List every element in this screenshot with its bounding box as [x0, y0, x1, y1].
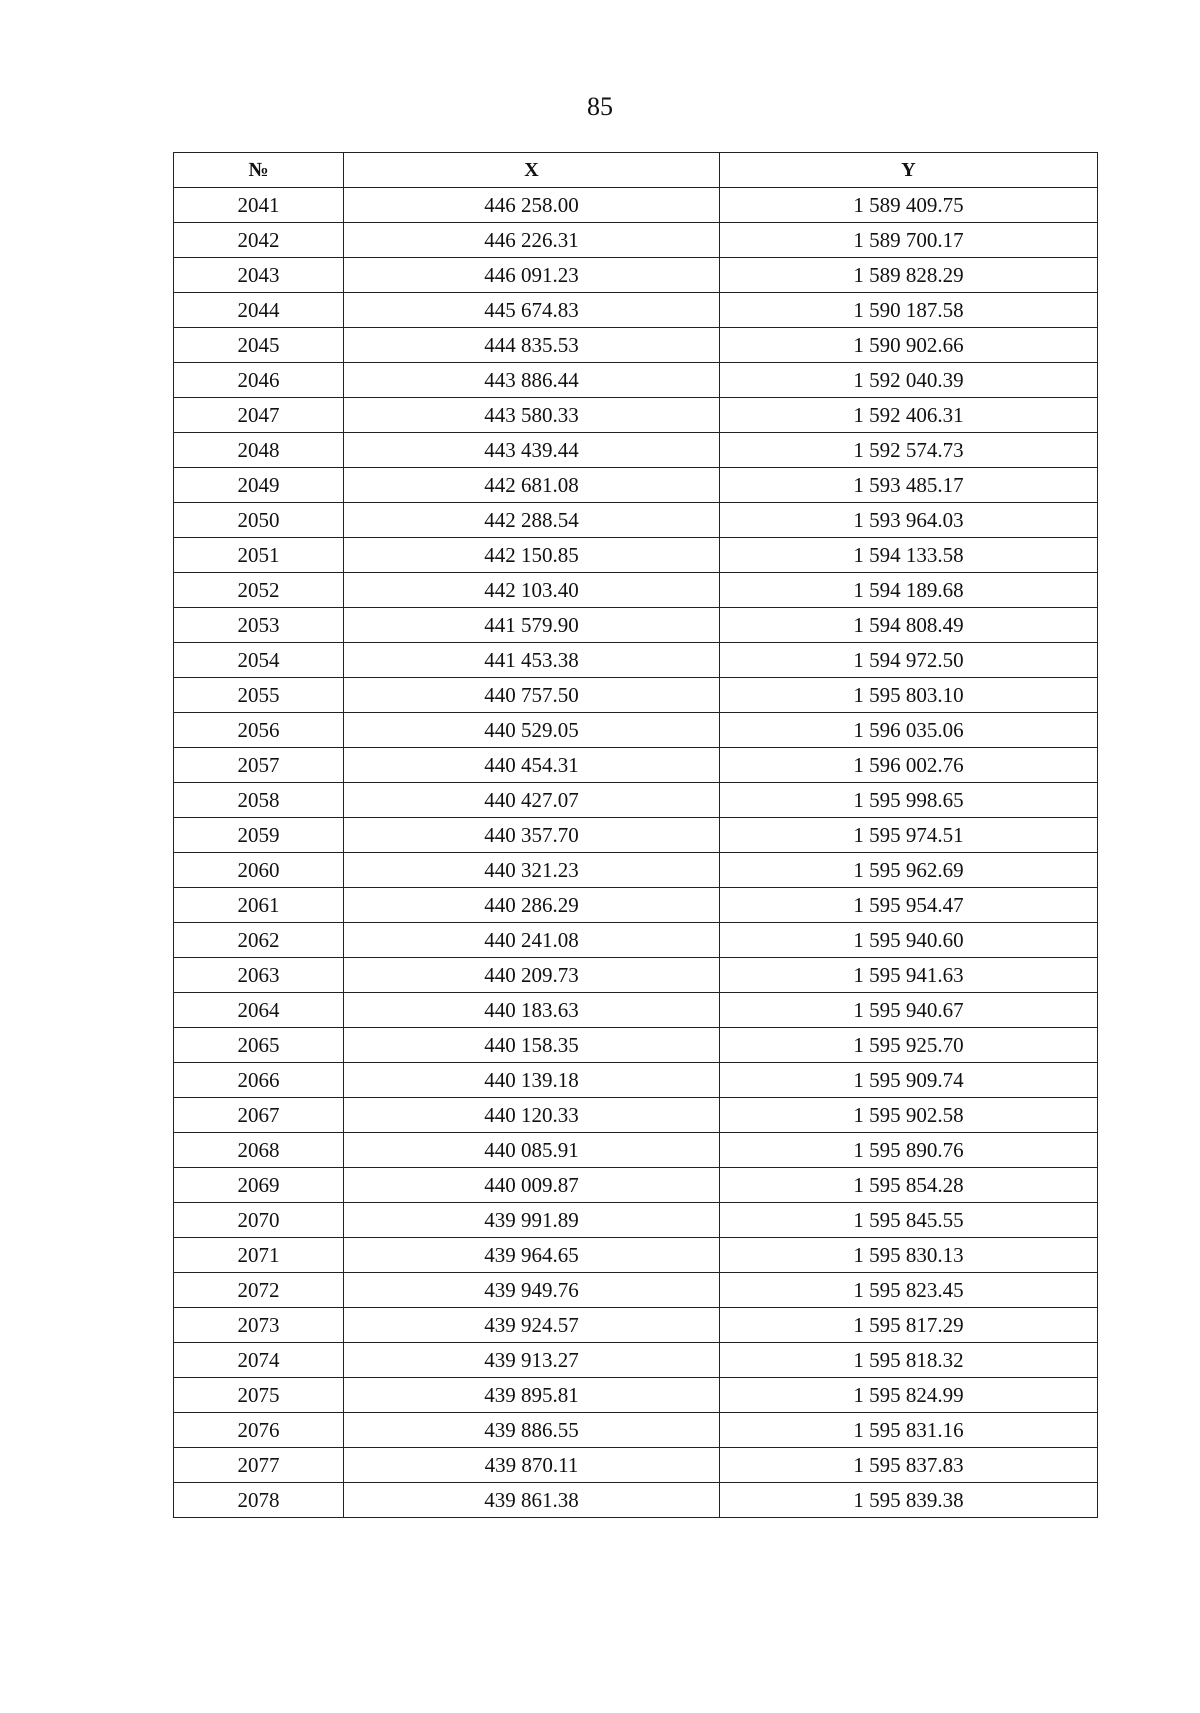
header-x: X [344, 153, 720, 188]
cell-x: 442 150.85 [344, 538, 720, 573]
cell-y: 1 595 803.10 [720, 678, 1098, 713]
cell-number: 2067 [174, 1098, 344, 1133]
cell-number: 2046 [174, 363, 344, 398]
cell-x: 443 886.44 [344, 363, 720, 398]
cell-number: 2045 [174, 328, 344, 363]
cell-number: 2056 [174, 713, 344, 748]
table-row [174, 398, 1098, 433]
cell-y: 1 595 925.70 [720, 1028, 1098, 1063]
cell-number: 2052 [174, 573, 344, 608]
table-row [174, 888, 1098, 923]
cell-x: 443 580.33 [344, 398, 720, 433]
cell-number: 2072 [174, 1273, 344, 1308]
cell-number: 2059 [174, 818, 344, 853]
cell-y: 1 595 962.69 [720, 853, 1098, 888]
cell-y: 1 595 940.60 [720, 923, 1098, 958]
cell-x: 441 579.90 [344, 608, 720, 643]
cell-x: 440 158.35 [344, 1028, 720, 1063]
table-row [174, 1098, 1098, 1133]
cell-y: 1 593 485.17 [720, 468, 1098, 503]
cell-y: 1 595 839.38 [720, 1483, 1098, 1518]
cell-x: 439 924.57 [344, 1308, 720, 1343]
table-row [174, 853, 1098, 888]
cell-x: 440 139.18 [344, 1063, 720, 1098]
cell-y: 1 596 035.06 [720, 713, 1098, 748]
cell-number: 2041 [174, 188, 344, 223]
table-row [174, 1133, 1098, 1168]
table-row [174, 713, 1098, 748]
table-row [174, 1308, 1098, 1343]
table-row [174, 223, 1098, 258]
cell-y: 1 595 823.45 [720, 1273, 1098, 1308]
cell-y: 1 595 890.76 [720, 1133, 1098, 1168]
cell-number: 2042 [174, 223, 344, 258]
cell-number: 2044 [174, 293, 344, 328]
cell-x: 440 183.63 [344, 993, 720, 1028]
cell-y: 1 595 817.29 [720, 1308, 1098, 1343]
cell-number: 2066 [174, 1063, 344, 1098]
cell-y: 1 594 972.50 [720, 643, 1098, 678]
cell-y: 1 595 998.65 [720, 783, 1098, 818]
cell-number: 2058 [174, 783, 344, 818]
cell-y: 1 594 808.49 [720, 608, 1098, 643]
cell-number: 2078 [174, 1483, 344, 1518]
cell-x: 446 091.23 [344, 258, 720, 293]
coordinates-table [173, 152, 1098, 1518]
cell-y: 1 592 406.31 [720, 398, 1098, 433]
table-row [174, 1168, 1098, 1203]
cell-number: 2064 [174, 993, 344, 1028]
table-body [174, 188, 1098, 1518]
cell-x: 440 529.05 [344, 713, 720, 748]
table-row [174, 538, 1098, 573]
cell-number: 2073 [174, 1308, 344, 1343]
cell-x: 445 674.83 [344, 293, 720, 328]
cell-number: 2049 [174, 468, 344, 503]
cell-x: 442 681.08 [344, 468, 720, 503]
cell-y: 1 595 941.63 [720, 958, 1098, 993]
table-row [174, 1343, 1098, 1378]
cell-number: 2063 [174, 958, 344, 993]
cell-y: 1 590 187.58 [720, 293, 1098, 328]
cell-number: 2071 [174, 1238, 344, 1273]
table-row [174, 1413, 1098, 1448]
cell-y: 1 590 902.66 [720, 328, 1098, 363]
cell-number: 2076 [174, 1413, 344, 1448]
cell-y: 1 595 845.55 [720, 1203, 1098, 1238]
table-row [174, 993, 1098, 1028]
cell-number: 2062 [174, 923, 344, 958]
table-row [174, 188, 1098, 223]
cell-y: 1 595 909.74 [720, 1063, 1098, 1098]
cell-number: 2055 [174, 678, 344, 713]
table-row [174, 433, 1098, 468]
page-number: 85 [587, 92, 613, 121]
table-row [174, 293, 1098, 328]
cell-x: 439 895.81 [344, 1378, 720, 1413]
cell-y: 1 595 837.83 [720, 1448, 1098, 1483]
cell-x: 442 288.54 [344, 503, 720, 538]
cell-x: 446 258.00 [344, 188, 720, 223]
table-row [174, 608, 1098, 643]
cell-y: 1 595 830.13 [720, 1238, 1098, 1273]
cell-x: 440 427.07 [344, 783, 720, 818]
cell-y: 1 595 954.47 [720, 888, 1098, 923]
table-row [174, 783, 1098, 818]
cell-x: 439 913.27 [344, 1343, 720, 1378]
cell-y: 1 595 824.99 [720, 1378, 1098, 1413]
table-row [174, 503, 1098, 538]
cell-number: 2053 [174, 608, 344, 643]
cell-x: 440 120.33 [344, 1098, 720, 1133]
table-row [174, 748, 1098, 783]
cell-y: 1 595 940.67 [720, 993, 1098, 1028]
table-row [174, 328, 1098, 363]
cell-y: 1 596 002.76 [720, 748, 1098, 783]
cell-number: 2077 [174, 1448, 344, 1483]
cell-x: 439 964.65 [344, 1238, 720, 1273]
cell-number: 2069 [174, 1168, 344, 1203]
cell-y: 1 595 818.32 [720, 1343, 1098, 1378]
cell-number: 2074 [174, 1343, 344, 1378]
cell-number: 2057 [174, 748, 344, 783]
table-row [174, 1448, 1098, 1483]
cell-x: 439 861.38 [344, 1483, 720, 1518]
header-y: Y [720, 153, 1098, 188]
table-row [174, 1063, 1098, 1098]
cell-number: 2070 [174, 1203, 344, 1238]
cell-number: 2054 [174, 643, 344, 678]
cell-number: 2050 [174, 503, 344, 538]
cell-x: 440 454.31 [344, 748, 720, 783]
cell-x: 440 357.70 [344, 818, 720, 853]
cell-x: 439 949.76 [344, 1273, 720, 1308]
header-number: № [174, 153, 344, 188]
cell-y: 1 593 964.03 [720, 503, 1098, 538]
cell-x: 439 870.11 [344, 1448, 720, 1483]
cell-number: 2060 [174, 853, 344, 888]
table-row [174, 1483, 1098, 1518]
cell-y: 1 594 189.68 [720, 573, 1098, 608]
cell-number: 2048 [174, 433, 344, 468]
cell-x: 440 757.50 [344, 678, 720, 713]
cell-x: 444 835.53 [344, 328, 720, 363]
cell-x: 440 241.08 [344, 923, 720, 958]
cell-x: 439 991.89 [344, 1203, 720, 1238]
cell-y: 1 595 902.58 [720, 1098, 1098, 1133]
cell-number: 2068 [174, 1133, 344, 1168]
table-row [174, 1273, 1098, 1308]
cell-y: 1 589 700.17 [720, 223, 1098, 258]
cell-y: 1 595 974.51 [720, 818, 1098, 853]
table-row [174, 958, 1098, 993]
cell-number: 2075 [174, 1378, 344, 1413]
cell-x: 443 439.44 [344, 433, 720, 468]
cell-number: 2061 [174, 888, 344, 923]
cell-y: 1 589 828.29 [720, 258, 1098, 293]
cell-x: 442 103.40 [344, 573, 720, 608]
cell-x: 440 286.29 [344, 888, 720, 923]
cell-x: 441 453.38 [344, 643, 720, 678]
table-row [174, 1378, 1098, 1413]
cell-x: 446 226.31 [344, 223, 720, 258]
table-row [174, 923, 1098, 958]
table-row [174, 1238, 1098, 1273]
cell-y: 1 594 133.58 [720, 538, 1098, 573]
table-row [174, 678, 1098, 713]
cell-number: 2047 [174, 398, 344, 433]
cell-x: 440 009.87 [344, 1168, 720, 1203]
cell-y: 1 595 854.28 [720, 1168, 1098, 1203]
table-row [174, 1203, 1098, 1238]
table-row [174, 818, 1098, 853]
cell-x: 440 209.73 [344, 958, 720, 993]
cell-y: 1 592 574.73 [720, 433, 1098, 468]
table-row [174, 468, 1098, 503]
cell-x: 440 085.91 [344, 1133, 720, 1168]
cell-number: 2043 [174, 258, 344, 293]
cell-y: 1 595 831.16 [720, 1413, 1098, 1448]
table-row [174, 1028, 1098, 1063]
cell-number: 2051 [174, 538, 344, 573]
cell-x: 439 886.55 [344, 1413, 720, 1448]
cell-x: 440 321.23 [344, 853, 720, 888]
table-row [174, 573, 1098, 608]
table-row [174, 643, 1098, 678]
table-row [174, 363, 1098, 398]
table-row [174, 258, 1098, 293]
cell-y: 1 589 409.75 [720, 188, 1098, 223]
table-header-row [174, 153, 1098, 188]
cell-number: 2065 [174, 1028, 344, 1063]
cell-y: 1 592 040.39 [720, 363, 1098, 398]
